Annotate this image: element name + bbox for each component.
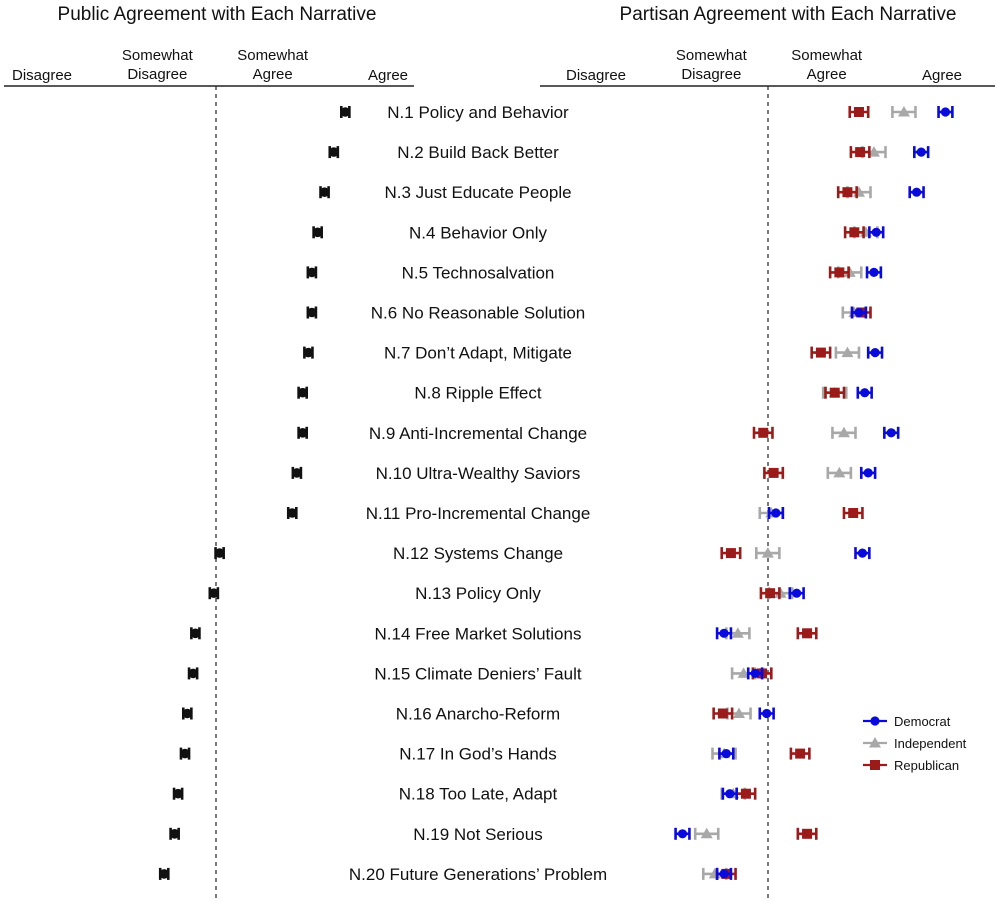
partisan-democrat-point-4-marker	[872, 228, 881, 237]
narrative-label-2: N.2 Build Back Better	[397, 143, 559, 163]
narrative-label-13: N.13 Policy Only	[415, 584, 541, 604]
narrative-label-9: N.9 Anti-Incremental Change	[368, 423, 588, 443]
partisan-panel-title: Partisan Agreement with Each Narrative	[619, 4, 957, 25]
partisan-democrat-point-11-marker	[771, 508, 780, 517]
partisan-democrat-point-12-marker	[858, 549, 867, 558]
public-points	[159, 106, 350, 880]
public-point-19-marker	[170, 829, 180, 839]
partisan-democrat-point-2-marker	[917, 148, 926, 157]
partisan-axis-tick-labels	[566, 47, 962, 84]
partisan-democrat-point-6-marker	[854, 308, 863, 317]
partisan-democrat-point-18-marker	[725, 789, 734, 798]
narrative-label-20: N.20 Future Generations’ Problem	[348, 864, 608, 884]
public-point-1-marker	[341, 107, 351, 117]
partisan-democrat-point-8-marker	[860, 388, 869, 397]
narrative-label-6: N.6 No Reasonable Solution	[370, 303, 586, 323]
public-tick-3-line-1: Somewhat	[237, 47, 309, 64]
partisan-tick-3-line-1: Somewhat	[791, 47, 863, 64]
public-tick-4	[368, 67, 408, 84]
public-tick-3	[237, 47, 309, 83]
partisan-democrat-point-16-marker	[762, 709, 771, 718]
partisan-republican-point-16-marker	[718, 709, 728, 719]
partisan-republican-point-7-marker	[816, 348, 826, 358]
partisan-democrat-point-15-marker	[751, 669, 760, 678]
partisan-republican-point-3-marker	[842, 187, 852, 197]
partisan-republican-point-5-marker	[834, 267, 844, 277]
narrative-label-4: N.4 Behavior Only	[409, 223, 547, 243]
legend-independent-label: Independent	[894, 736, 967, 751]
partisan-republican-point-8-marker	[830, 388, 840, 398]
partisan-democrat-point-1-marker	[941, 107, 950, 116]
public-point-20-marker	[159, 869, 169, 879]
partisan-tick-4-line-1: Agree	[921, 67, 963, 84]
partisan-democrat-point-9-marker	[887, 428, 896, 437]
partisan-republican-point-18-marker	[741, 789, 751, 799]
partisan-republican-point-13-marker	[765, 588, 775, 598]
public-point-2-marker	[329, 147, 339, 157]
partisan-democrat-point-13-marker	[792, 589, 801, 598]
partisan-republican-point-9-marker	[758, 428, 768, 438]
public-point-4-marker	[313, 228, 323, 238]
legend-republican-label: Republican	[894, 758, 960, 773]
narrative-label-14: N.14 Free Market Solutions	[374, 624, 582, 644]
partisan-tick-3-line-2: Agree	[806, 66, 847, 83]
public-point-8-marker	[298, 388, 308, 398]
public-point-15-marker	[188, 669, 198, 679]
public-tick-3-line-2: Agree	[252, 66, 293, 83]
public-tick-2-line-2: Disagree	[127, 66, 188, 83]
partisan-republican-point-12-marker	[726, 548, 736, 558]
partisan-republican-point-11-marker	[848, 508, 858, 518]
partisan-republican-point-1-marker	[854, 107, 864, 117]
public-tick-1	[12, 67, 72, 84]
public-point-18-marker	[173, 789, 183, 799]
partisan-republican-point-17-marker	[795, 749, 805, 759]
narrative-label-12: N.12 Systems Change	[392, 544, 564, 564]
public-point-6-marker	[307, 308, 317, 318]
narrative-labels	[349, 103, 607, 884]
narrative-label-18: N.18 Too Late, Adapt	[398, 784, 558, 804]
public-point-7-marker	[304, 348, 314, 358]
public-point-17-marker	[180, 749, 190, 759]
partisan-tick-3	[791, 47, 863, 83]
public-point-13-marker	[209, 588, 219, 598]
public-point-3-marker	[320, 187, 330, 197]
partisan-democrat-point-7-marker	[871, 348, 880, 357]
public-point-14-marker	[191, 629, 201, 639]
partisan-republican-point-19-marker	[802, 829, 812, 839]
partisan-democrat-point-14-marker	[719, 629, 728, 638]
partisan-democrat-point-3-marker	[912, 188, 921, 197]
partisan-republican-point-10-marker	[769, 468, 779, 478]
narrative-label-8: N.8 Ripple Effect	[414, 383, 542, 403]
legend	[858, 706, 986, 776]
public-tick-2-line-1: Somewhat	[121, 47, 193, 64]
narrative-label-11: N.11 Pro-Incremental Change	[365, 504, 591, 523]
narrative-label-16: N.16 Anarcho-Reform	[395, 704, 561, 724]
public-axis-tick-labels	[12, 47, 408, 84]
public-point-12-marker	[215, 548, 225, 558]
narrative-label-15: N.15 Climate Deniers’ Fault	[374, 664, 582, 684]
narrative-label-7: N.7 Don’t Adapt, Mitigate	[383, 343, 573, 363]
narrative-label-10: N.10 Ultra-Wealthy Saviors	[375, 463, 581, 483]
public-panel-title: Public Agreement with Each Narrative	[57, 4, 377, 25]
partisan-democrat-point-5-marker	[869, 268, 878, 277]
public-point-5-marker	[307, 268, 317, 278]
partisan-republican-point-4-marker	[849, 227, 859, 237]
narrative-label-3: N.3 Just Educate People	[384, 183, 572, 203]
partisan-tick-4	[922, 67, 962, 84]
public-tick-4-line-1: Agree	[367, 67, 409, 84]
partisan-republican-point-14-marker	[802, 628, 812, 638]
public-point-16-marker	[183, 709, 193, 719]
public-point-11-marker	[287, 508, 297, 518]
partisan-tick-2	[676, 47, 748, 83]
public-point-10-marker	[292, 468, 302, 478]
legend-democrat-marker	[870, 716, 879, 725]
partisan-tick-2-line-2: Disagree	[681, 66, 742, 83]
partisan-democrat-point-20-marker	[719, 869, 728, 878]
public-tick-1-line-1: Disagree	[11, 67, 73, 84]
narrative-label-17: N.17 In God’s Hands	[399, 744, 557, 764]
legend-democrat-label: Democrat	[894, 714, 951, 729]
partisan-democrat-point-17-marker	[722, 749, 731, 758]
partisan-tick-2-line-1: Somewhat	[675, 47, 747, 64]
partisan-tick-1-line-1: Disagree	[565, 67, 627, 84]
public-tick-2	[122, 47, 194, 83]
partisan-democrat-point-10-marker	[864, 468, 873, 477]
public-point-9-marker	[298, 428, 308, 438]
narrative-label-19: N.19 Not Serious	[413, 824, 543, 844]
partisan-tick-1	[566, 67, 626, 84]
narrative-label-5: N.5 Technosalvation	[401, 263, 555, 283]
partisan-republican-point-2-marker	[855, 147, 865, 157]
partisan-democrat-point-19-marker	[678, 829, 687, 838]
narrative-label-1: N.1 Policy and Behavior	[387, 103, 569, 122]
legend-republican-marker	[870, 760, 880, 770]
